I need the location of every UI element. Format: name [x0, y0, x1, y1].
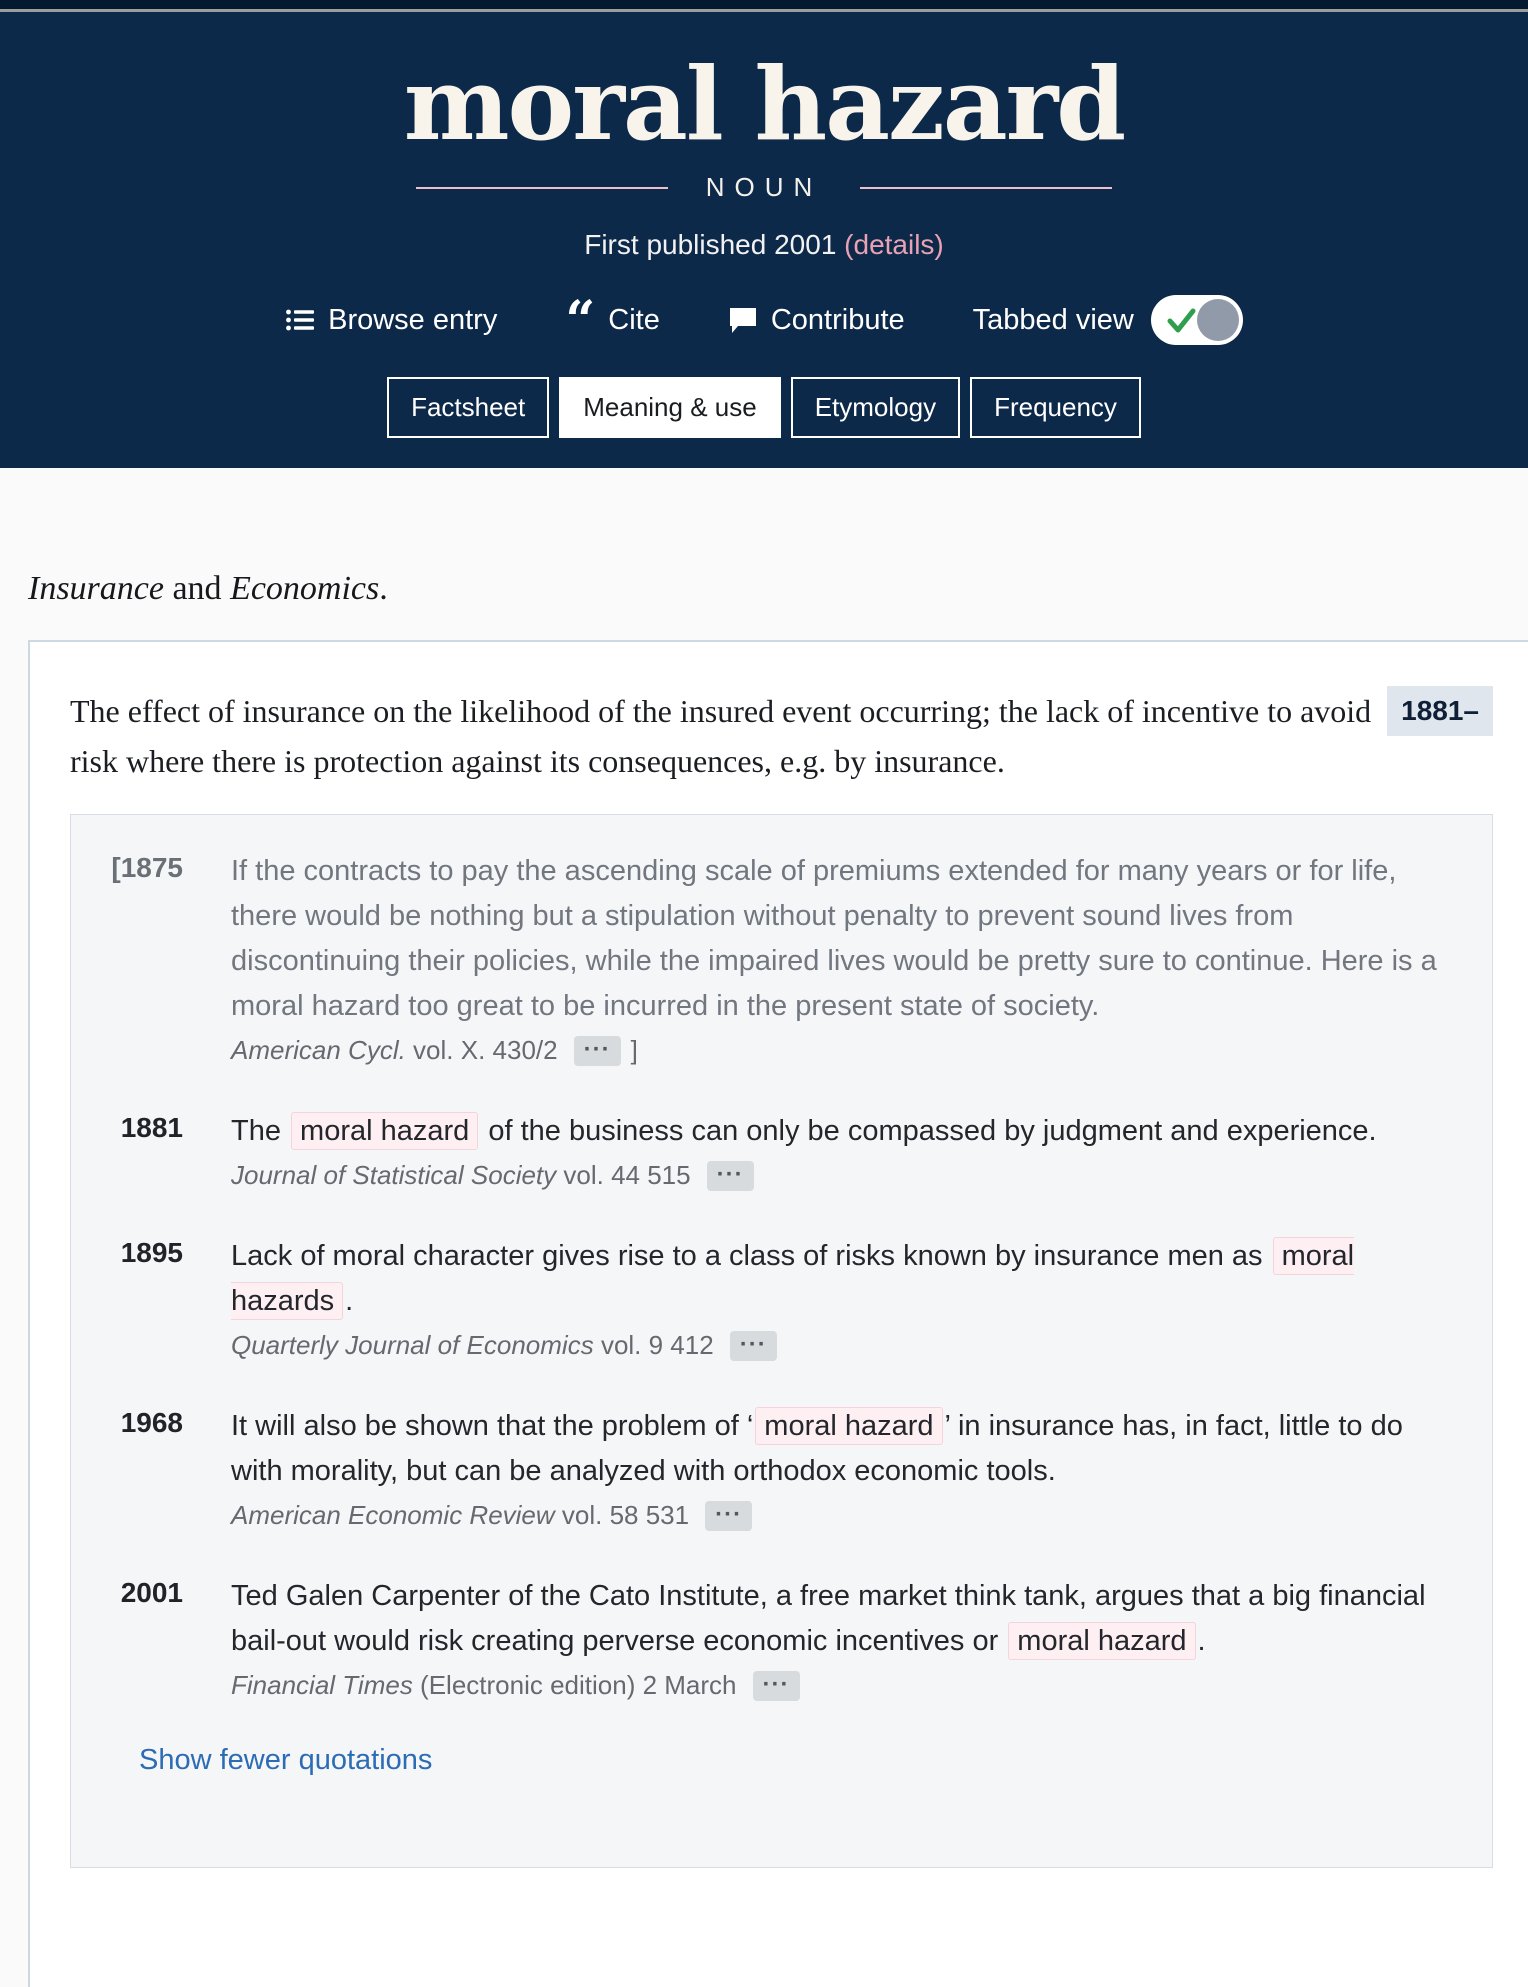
date-range-badge: 1881– — [1387, 686, 1493, 736]
show-fewer-link[interactable]: Show fewer quotations — [139, 1744, 433, 1776]
quotation-more-button[interactable]: ··· — [574, 1036, 621, 1066]
quotation-block — [103, 1234, 1452, 1364]
highlighted-term: moral hazard — [755, 1407, 942, 1445]
subject-insurance: Insurance — [28, 570, 164, 607]
highlighted-term: moral hazard — [291, 1112, 478, 1150]
quotation-text: Ted Galen Carpenter of the Cato Institute, a free market think tank, argues that a big financial bail-out would risk creating perverse economic incentives or moral hazard . — [231, 1574, 1452, 1664]
cite-label: Cite — [608, 303, 660, 336]
tabbed-view-control — [973, 295, 1243, 345]
published-note — [0, 229, 1528, 261]
quotation-more-button[interactable]: ··· — [753, 1671, 800, 1701]
quotation-year: 2001 — [120, 1577, 183, 1608]
tab-frequency[interactable]: Frequency — [970, 377, 1141, 438]
quotation-block — [103, 849, 1452, 1069]
definition-card — [28, 640, 1528, 1987]
quotation-more-button[interactable]: ··· — [707, 1161, 754, 1191]
quotation-block — [103, 1574, 1452, 1704]
divider-line — [860, 187, 1112, 189]
entry-toolbar — [0, 290, 1528, 351]
highlighted-term: moral hazard — [1008, 1622, 1195, 1660]
quotations-list — [103, 849, 1452, 1704]
subject-economics: Economics — [230, 570, 380, 607]
quotation-more-button[interactable]: ··· — [730, 1331, 777, 1361]
source-detail: vol. 9 412 — [593, 1330, 714, 1360]
quotation-source — [231, 1496, 1452, 1534]
source-detail: vol. 44 515 — [556, 1160, 691, 1190]
definition-text: The effect of insurance on the likelihood of the insured event occurring; the lack of incentive to avoid risk where there is protection against its consequences, e.g. by insurance. — [70, 693, 1372, 779]
quotation-text: The moral hazard of the business can only be compassed by judgment and experience. — [231, 1109, 1452, 1154]
part-of-speech-row — [0, 172, 1528, 203]
contribute-button[interactable] — [728, 304, 905, 337]
definition-row — [70, 686, 1493, 786]
source-title: American Economic Review — [231, 1500, 555, 1530]
quotation-block — [103, 1109, 1452, 1194]
entry-body — [0, 570, 1528, 1987]
cite-button[interactable] — [565, 290, 660, 351]
tab-meaning-use[interactable]: Meaning & use — [559, 377, 780, 438]
closing-bracket: ] — [630, 1035, 638, 1065]
source-detail: vol. X. 430/2 — [405, 1035, 558, 1065]
tabbed-view-toggle[interactable] — [1151, 295, 1243, 345]
entry-tabs — [0, 377, 1528, 438]
part-of-speech: NOUN — [705, 172, 823, 202]
speech-bubble-icon — [728, 305, 758, 335]
quotation-text: Lack of moral character gives rise to a class of risks known by insurance men as moral hazards . — [231, 1234, 1452, 1324]
highlighted-term: moral hazards — [231, 1237, 1354, 1320]
quotation-year: 1968 — [120, 1407, 183, 1438]
quotation-year: 1881 — [120, 1112, 183, 1143]
details-link[interactable]: (details) — [844, 229, 944, 260]
tab-factsheet[interactable]: Factsheet — [387, 377, 549, 438]
check-icon — [1164, 303, 1198, 337]
quotation-block — [103, 1404, 1452, 1534]
quotation-text: If the contracts to pay the ascending scale of premiums extended for many years or for life, there would be nothing but a stipulation without penalty to prevent sound lives from discontinuing their policies, while the impaired lives would be pretty sure to continue. Here is a moral hazard too great to be incurred in the present state of society. — [231, 855, 1437, 1022]
top-bar — [0, 0, 1528, 9]
toggle-knob — [1197, 299, 1239, 341]
contribute-label: Contribute — [770, 303, 905, 336]
quotation-year: 1895 — [120, 1237, 183, 1268]
entry-title: moral hazard — [403, 45, 1125, 163]
quotation-source — [231, 1031, 1452, 1069]
divider-line — [416, 187, 668, 189]
published-text: First published 2001 — [584, 229, 837, 260]
quote-icon: “ — [565, 290, 596, 351]
subject-label: Insurance and Economics. — [28, 570, 388, 607]
source-title: Quarterly Journal of Economics — [231, 1330, 594, 1360]
source-title: American Cycl. — [231, 1035, 406, 1065]
tabbed-view-label: Tabbed view — [972, 303, 1134, 336]
list-icon — [285, 305, 315, 335]
source-title: Journal of Statistical Society — [231, 1160, 557, 1190]
quotation-source — [231, 1666, 1452, 1704]
quotation-text: It will also be shown that the problem of ‘ moral hazard ’ in insurance has, in fact, little to do with morality, but can be analyzed with orthodox economic tools. — [231, 1404, 1452, 1494]
quotation-more-button[interactable]: ··· — [705, 1501, 752, 1531]
source-detail: vol. 58 531 — [554, 1500, 690, 1530]
quotations-panel — [70, 814, 1493, 1868]
browse-entry-button[interactable] — [285, 304, 497, 337]
tab-etymology[interactable]: Etymology — [791, 377, 960, 438]
page-header — [0, 12, 1528, 468]
quotation-source — [231, 1156, 1452, 1194]
quotation-year: [1875 — [111, 852, 183, 883]
source-title: Financial Times — [231, 1670, 413, 1700]
browse-entry-label: Browse entry — [328, 303, 498, 336]
quotation-source — [231, 1326, 1452, 1364]
source-detail: (Electronic edition) 2 March — [412, 1670, 737, 1700]
